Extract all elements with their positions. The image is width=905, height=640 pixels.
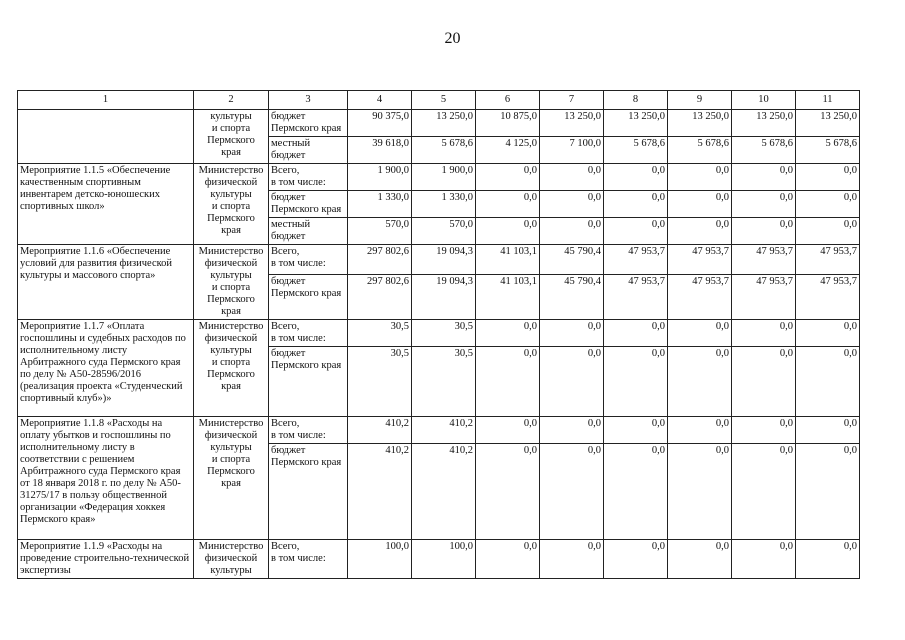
amount-cell: 47 953,7 — [796, 245, 860, 275]
page-number: 20 — [444, 30, 461, 47]
table-row — [18, 320, 860, 347]
amount-cell: 13 250,0 — [796, 110, 860, 137]
amount-cell: 0,0 — [796, 164, 860, 191]
funding-source: местный бюджет — [269, 218, 348, 245]
amount-cell: 30,5 — [348, 320, 412, 347]
amount-cell: 410,2 — [348, 444, 412, 540]
amount-cell: 0,0 — [732, 164, 796, 191]
amount-cell: 410,2 — [348, 417, 412, 444]
amount-cell: 0,0 — [732, 347, 796, 417]
amount-cell: 0,0 — [732, 540, 796, 579]
table-row — [18, 110, 860, 137]
amount-cell: 0,0 — [732, 218, 796, 245]
column-number: 4 — [348, 91, 412, 110]
amount-cell: 100,0 — [412, 540, 476, 579]
amount-cell: 30,5 — [412, 347, 476, 417]
amount-cell: 0,0 — [668, 444, 732, 540]
funding-source: бюджет Пермского края — [269, 347, 348, 417]
amount-cell: 1 900,0 — [412, 164, 476, 191]
amount-cell: 0,0 — [476, 164, 540, 191]
amount-cell: 7 100,0 — [540, 137, 604, 164]
amount-cell: 47 953,7 — [732, 245, 796, 275]
column-number: 5 — [412, 91, 476, 110]
column-number: 3 — [269, 91, 348, 110]
amount-cell: 13 250,0 — [732, 110, 796, 137]
amount-cell: 570,0 — [412, 218, 476, 245]
activity-title: Мероприятие 1.1.5 «Обеспечение качественным спортивным инвентарем детско-юношеских спортивных школ» — [18, 164, 194, 245]
amount-cell: 0,0 — [668, 347, 732, 417]
amount-cell: 0,0 — [604, 164, 668, 191]
amount-cell: 47 953,7 — [604, 245, 668, 275]
amount-cell: 0,0 — [476, 347, 540, 417]
funding-source: бюджет Пермского края — [269, 444, 348, 540]
funding-source: бюджет Пермского края — [269, 191, 348, 218]
amount-cell: 1 330,0 — [412, 191, 476, 218]
amount-cell: 0,0 — [540, 218, 604, 245]
amount-cell: 0,0 — [796, 218, 860, 245]
funding-source: бюджет Пермского края — [269, 110, 348, 137]
amount-cell: 570,0 — [348, 218, 412, 245]
amount-cell: 0,0 — [668, 540, 732, 579]
amount-cell: 0,0 — [796, 347, 860, 417]
amount-cell: 0,0 — [604, 320, 668, 347]
amount-cell: 41 103,1 — [476, 245, 540, 275]
amount-cell: 410,2 — [412, 444, 476, 540]
responsible-ministry: культуры и спорта Пермского края — [194, 110, 269, 164]
amount-cell: 0,0 — [476, 218, 540, 245]
amount-cell: 0,0 — [796, 320, 860, 347]
column-number: 9 — [668, 91, 732, 110]
funding-source: Всего, в том числе: — [269, 540, 348, 579]
column-number: 1 — [18, 91, 194, 110]
amount-cell: 297 802,6 — [348, 245, 412, 275]
amount-cell: 5 678,6 — [668, 137, 732, 164]
amount-cell: 0,0 — [668, 191, 732, 218]
amount-cell: 13 250,0 — [668, 110, 732, 137]
header-row — [18, 91, 860, 110]
activity-title: Мероприятие 1.1.9 «Расходы на проведение строительно-технической экспертизы — [18, 540, 194, 579]
amount-cell: 0,0 — [668, 320, 732, 347]
amount-cell: 13 250,0 — [604, 110, 668, 137]
amount-cell: 1 330,0 — [348, 191, 412, 218]
amount-cell: 0,0 — [476, 417, 540, 444]
amount-cell: 41 103,1 — [476, 275, 540, 320]
amount-cell: 0,0 — [796, 191, 860, 218]
amount-cell: 47 953,7 — [668, 275, 732, 320]
table-row — [18, 164, 860, 191]
activity-title: Мероприятие 1.1.7 «Оплата госпошлины и судебных расходов по исполнительному листу Арбитражного суда Пермского края по делу № А50-28596/2016 (реализация проекта «Студенческий спортивный клуб»)» — [18, 320, 194, 417]
amount-cell: 5 678,6 — [732, 137, 796, 164]
amount-cell: 0,0 — [732, 191, 796, 218]
amount-cell: 0,0 — [540, 444, 604, 540]
amount-cell: 0,0 — [476, 320, 540, 347]
amount-cell: 0,0 — [668, 218, 732, 245]
amount-cell: 0,0 — [668, 164, 732, 191]
responsible-ministry: Министерство физической культуры и спорта Пермского края — [194, 417, 269, 540]
amount-cell: 0,0 — [668, 417, 732, 444]
amount-cell: 10 875,0 — [476, 110, 540, 137]
amount-cell: 0,0 — [732, 444, 796, 540]
amount-cell: 0,0 — [604, 444, 668, 540]
amount-cell: 5 678,6 — [604, 137, 668, 164]
amount-cell: 0,0 — [796, 540, 860, 579]
amount-cell: 0,0 — [604, 218, 668, 245]
responsible-ministry: Министерство физической культуры и спорта Пермского края — [194, 245, 269, 320]
amount-cell: 0,0 — [540, 320, 604, 347]
amount-cell: 0,0 — [540, 417, 604, 444]
responsible-ministry: Министерство физической культуры и спорта Пермского края — [194, 320, 269, 417]
amount-cell: 0,0 — [540, 540, 604, 579]
amount-cell: 90 375,0 — [348, 110, 412, 137]
column-number: 6 — [476, 91, 540, 110]
amount-cell: 5 678,6 — [796, 137, 860, 164]
activity-title: Мероприятие 1.1.8 «Расходы на оплату убытков и госпошлины по исполнительному листу в соответствии с решением Арбитражного суда Пермского края от 18 января 2018 г. по делу № А50-31275/17 в пользу общественной организации «Федерация хоккея Пермского края» — [18, 417, 194, 540]
table-row — [18, 245, 860, 275]
amount-cell: 47 953,7 — [796, 275, 860, 320]
amount-cell: 47 953,7 — [732, 275, 796, 320]
column-number: 8 — [604, 91, 668, 110]
activity-title — [18, 110, 194, 164]
amount-cell: 0,0 — [732, 417, 796, 444]
column-number: 2 — [194, 91, 269, 110]
responsible-ministry: Министерство физической культуры и спорта Пермского края — [194, 164, 269, 245]
budget-table — [17, 90, 860, 579]
funding-source: Всего, в том числе: — [269, 164, 348, 191]
amount-cell: 45 790,4 — [540, 275, 604, 320]
amount-cell: 0,0 — [476, 444, 540, 540]
amount-cell: 5 678,6 — [412, 137, 476, 164]
amount-cell: 0,0 — [604, 540, 668, 579]
amount-cell: 0,0 — [540, 347, 604, 417]
amount-cell: 47 953,7 — [604, 275, 668, 320]
amount-cell: 0,0 — [604, 191, 668, 218]
amount-cell: 410,2 — [412, 417, 476, 444]
column-number: 7 — [540, 91, 604, 110]
table-row — [18, 540, 860, 579]
responsible-ministry: Министерство физической культуры — [194, 540, 269, 579]
amount-cell: 0,0 — [796, 444, 860, 540]
funding-source: Всего, в том числе: — [269, 320, 348, 347]
amount-cell: 0,0 — [732, 320, 796, 347]
funding-source: местный бюджет — [269, 137, 348, 164]
amount-cell: 4 125,0 — [476, 137, 540, 164]
amount-cell: 0,0 — [604, 417, 668, 444]
amount-cell: 13 250,0 — [412, 110, 476, 137]
funding-source: Всего, в том числе: — [269, 245, 348, 275]
amount-cell: 0,0 — [796, 417, 860, 444]
amount-cell: 19 094,3 — [412, 275, 476, 320]
column-number: 10 — [732, 91, 796, 110]
table-row — [18, 417, 860, 444]
column-number: 11 — [796, 91, 860, 110]
amount-cell: 0,0 — [540, 164, 604, 191]
amount-cell: 39 618,0 — [348, 137, 412, 164]
amount-cell: 100,0 — [348, 540, 412, 579]
amount-cell: 1 900,0 — [348, 164, 412, 191]
funding-source: Всего, в том числе: — [269, 417, 348, 444]
amount-cell: 13 250,0 — [540, 110, 604, 137]
amount-cell: 0,0 — [604, 347, 668, 417]
amount-cell: 45 790,4 — [540, 245, 604, 275]
amount-cell: 0,0 — [540, 191, 604, 218]
amount-cell: 30,5 — [348, 347, 412, 417]
amount-cell: 0,0 — [476, 540, 540, 579]
amount-cell: 30,5 — [412, 320, 476, 347]
amount-cell: 297 802,6 — [348, 275, 412, 320]
funding-source: бюджет Пермского края — [269, 275, 348, 320]
activity-title: Мероприятие 1.1.6 «Обеспечение условий для развития физической культуры и массового спорта» — [18, 245, 194, 320]
amount-cell: 19 094,3 — [412, 245, 476, 275]
amount-cell: 0,0 — [476, 191, 540, 218]
amount-cell: 47 953,7 — [668, 245, 732, 275]
